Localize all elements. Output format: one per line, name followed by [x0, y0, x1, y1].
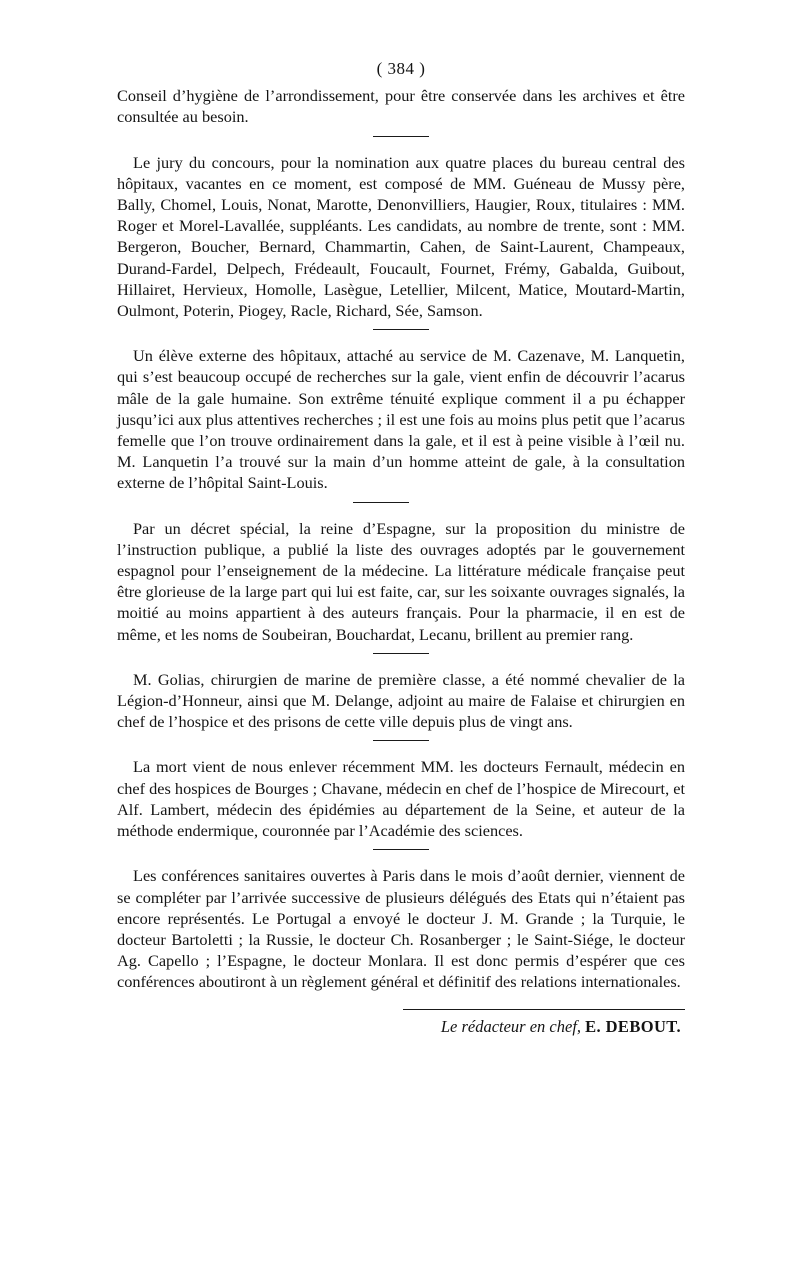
- section-divider: [373, 849, 429, 850]
- paragraph-jury-concours: Le jury du concours, pour la nomination aux quatre places du bureau central des hôpitaux, vacantes en ce moment, est composé de MM. Guéneau de Mussy père, Bally, Chomel, Louis, Nonat, Marotte, Denonvilliers, Haugier, Roux, titulaires : MM. Roger et Morel-Lavallée, suppléants. Les candidats, au nombre de trente, sont : MM. Bergeron, Boucher, Bernard, Chammartin, Cahen, de Saint-Laurent, Champeaux, Durand-Fardel, Delpech, Frédeault, Foucault, Fournet, Frémy, Gabalda, Guibout, Hillairet, Hervieux, Homolle, Lasègue, Letellier, Milcent, Matice, Moutard-Martin, Oulmont, Poterin, Piogey, Racle, Richard, Sée, Samson.: [117, 152, 685, 321]
- section-divider: [373, 136, 429, 137]
- section-divider: [353, 502, 409, 503]
- section-divider: [373, 740, 429, 741]
- section-divider: [373, 329, 429, 330]
- signature-role: Le rédacteur en chef,: [440, 1016, 582, 1036]
- document-page: [117, 58, 685, 1208]
- paragraph-legion-honneur: M. Golias, chirurgien de marine de première classe, a été nommé chevalier de la Légion-d’Honneur, ainsi que M. Delange, adjoint au maire de Falaise et chirurgien en chef de l’hospice et des prisons de cette ville depuis plus de vingt ans.: [117, 669, 685, 732]
- page-number: ( 384 ): [376, 59, 426, 78]
- section-divider: [373, 653, 429, 654]
- paragraph-acarus-discovery: Un élève externe des hôpitaux, attaché au service de M. Cazenave, M. Lanquetin, qui s’est beaucoup occupé de recherches sur la gale, vient enfin de découvrir l’acarus mâle de la gale humaine. Son extrême ténuité explique comment il a pu échapper jusqu’ici aux plus attentives recherches ; il est une fois au moins plus petit que l’acarus femelle que l’on trouve ordinairement dans la gale, et il est à peine visible à l’œil nu. M. Lanquetin l’a trouvé sur la main d’un homme atteint de gale, à la consultation externe de l’hôpital Saint-Louis.: [117, 346, 685, 493]
- editor-signature: [117, 1016, 685, 1037]
- paragraph-sanitary-conferences: Les conférences sanitaires ouvertes à Paris dans le mois d’août dernier, viennent de se compléter par l’arrivée successive de plusieurs délégués des Etats qui n’étaient pas encore représentés. Le Portugal a envoyé le docteur J. M. Grande ; la Turquie, le docteur Bartoletti ; la Russie, le docteur Ch. Rosanberger ; le Saint-Siége, le docteur Ag. Capello ; l’Espagne, le docteur Monlara. Il est donc permis d’espérer que ces conférences aboutiront à un règlement général et définitif des relations internationales.: [117, 866, 685, 992]
- paragraph-spanish-decree: Par un décret spécial, la reine d’Espagne, sur la proposition du ministre de l’instruction publique, a publié la liste des ouvrages adoptés par le gouvernement espagnol pour l’enseignement de la médecine. La littérature médicale française peut être glorieuse de la large part qui lui est faite, car, sur les soixante ouvrages signalés, la moitié au moins appartient à des auteurs français. Pour la pharmacie, il en est de même, et les noms de Soubeiran, Bouchardat, Lecanu, brillent au premier rang.: [117, 518, 685, 644]
- signature-name: E. DEBOUT.: [585, 1016, 681, 1036]
- paragraph-obituaries: La mort vient de nous enlever récemment MM. les docteurs Fernault, médecin en chef des hospices de Bourges ; Chavane, médecin en chef de l’hospice de Mirecourt, et Alf. Lambert, médecin des épidémies au département de la Seine, et auteur de la méthode endermique, couronnée par l’Académie des sciences.: [117, 757, 685, 841]
- signature-rule: [403, 1009, 685, 1010]
- paragraph-archives: Conseil d’hygiène de l’arrondissement, pour être conservée dans les archives et être consultée au besoin.: [117, 86, 685, 127]
